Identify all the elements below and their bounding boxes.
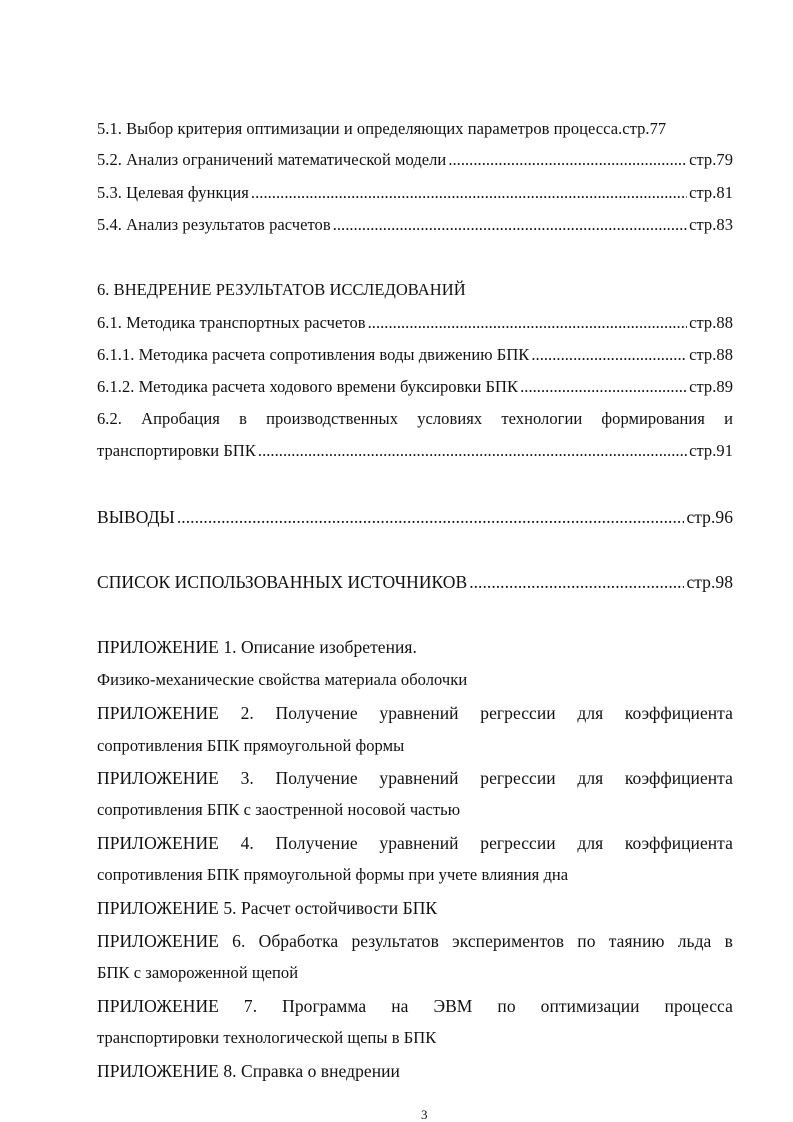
word: ПРИЛОЖЕНИЕ [97, 768, 219, 788]
word: Апробация [141, 409, 220, 428]
appendix-5: ПРИЛОЖЕНИЕ 5. Расчет остойчивости БПК [97, 898, 438, 918]
toc-entry-title: 6.1.2. Методика расчета ходового времени буксировки БПК [97, 377, 519, 396]
word: коэффициента [624, 833, 733, 853]
toc-entry-5-3 [97, 183, 733, 203]
word: регрессии [480, 768, 556, 788]
word: в [239, 409, 247, 428]
word: формирования [601, 409, 705, 428]
word: коэффициента [624, 703, 733, 723]
word: Получение [275, 833, 358, 853]
word: ПРИЛОЖЕНИЕ [97, 703, 219, 723]
word: таянию [608, 931, 665, 951]
word: результатов [351, 931, 439, 951]
word: технологии [501, 409, 583, 428]
dot-leader [531, 345, 687, 365]
word: Получение [275, 703, 358, 723]
toc-entry-title: 6.1. Методика транспортных расчетов [97, 313, 366, 332]
word: регрессии [480, 833, 556, 853]
word: 2. [240, 703, 254, 723]
word: 6.2. [97, 409, 122, 428]
toc-entry-page: стр.98 [686, 572, 733, 592]
word: 6. [232, 931, 246, 951]
appendix-4-line2: сопротивления БПК прямоугольной формы при учете влияния дна [97, 865, 569, 884]
toc-entry-page: стр.96 [686, 507, 733, 527]
toc-entry-page: стр.88 [689, 313, 733, 332]
dot-leader [251, 183, 687, 203]
page-number: 3 [421, 1107, 428, 1122]
word: на [391, 996, 409, 1016]
toc-entry-sources [97, 572, 733, 592]
toc-entry-page: стр.88 [689, 345, 733, 364]
appendix-1-title: ПРИЛОЖЕНИЕ 1. Описание изобретения. [97, 637, 417, 657]
dot-leader [333, 215, 687, 235]
toc-entry-5-1 [97, 119, 733, 139]
word: ЭВМ [433, 996, 473, 1016]
word: ПРИЛОЖЕНИЕ [97, 931, 219, 951]
word: уравнений [379, 703, 459, 723]
appendix-8: ПРИЛОЖЕНИЕ 8. Справка о внедрении [97, 1061, 400, 1081]
toc-entry-title: 5.2. Анализ ограничений математической модели [97, 150, 447, 169]
word: по [497, 996, 516, 1016]
word: по [577, 931, 596, 951]
appendix-6-line1 [97, 931, 733, 951]
appendix-3-line1 [97, 768, 733, 788]
toc-entry-6-1-1 [97, 345, 733, 365]
dot-leader [448, 150, 687, 170]
word: для [577, 833, 604, 853]
toc-entry-page: стр.77 [622, 119, 667, 138]
word: уравнений [379, 833, 459, 853]
toc-entry-title: транспортировки БПК [97, 441, 256, 460]
dot-leader [258, 441, 687, 461]
word: Получение [275, 768, 358, 788]
section-6-heading: 6. ВНЕДРЕНИЕ РЕЗУЛЬТАТОВ ИССЛЕДОВАНИЙ [97, 280, 466, 299]
word: для [577, 703, 604, 723]
word: процесса [664, 996, 733, 1016]
appendix-1-subtitle: Физико-механические свойства материала оболочки [97, 670, 468, 689]
word: регрессии [480, 703, 556, 723]
toc-entry-5-2 [97, 150, 733, 170]
word: ПРИЛОЖЕНИЕ [97, 833, 219, 853]
word: оптимизации [540, 996, 640, 1016]
word: 7. [243, 996, 258, 1016]
toc-entry-title: 5.4. Анализ результатов расчетов [97, 215, 331, 234]
toc-entry-page: стр.83 [689, 215, 733, 234]
word: уравнений [379, 768, 459, 788]
word: в [724, 931, 733, 951]
toc-entry-6-2-line1 [97, 409, 733, 429]
word: Программа [282, 996, 367, 1016]
toc-entry-6-2-line2 [97, 441, 733, 461]
dot-leader [177, 507, 685, 527]
toc-entry-page: стр.79 [689, 150, 733, 169]
toc-entry-6-1 [97, 313, 733, 333]
word: и [724, 409, 733, 428]
appendix-7-line2: транспортировки технологической щепы в БПК [97, 1028, 437, 1047]
word: 4. [240, 833, 254, 853]
toc-entry-title: 5.1. Выбор критерия оптимизации и определяющих параметров процесса. [97, 119, 623, 138]
dot-leader [520, 377, 687, 397]
toc-entry-page: стр.89 [689, 377, 733, 396]
appendix-6-line2: БПК с замороженной щепой [97, 963, 299, 982]
toc-entry-conclusions [97, 507, 733, 527]
toc-entry-title: 5.3. Целевая функция [97, 183, 249, 202]
toc-entry-title: ВЫВОДЫ [97, 507, 175, 527]
appendix-7-line1 [97, 996, 733, 1016]
dot-leader [469, 572, 684, 592]
toc-entry-6-1-2 [97, 377, 733, 397]
word: для [577, 768, 604, 788]
word: производственных [266, 409, 398, 428]
appendix-2-line2: сопротивления БПК прямоугольной формы [97, 736, 405, 755]
word: экспериментов [452, 931, 565, 951]
appendix-4-line1 [97, 833, 733, 853]
word: льда [677, 931, 712, 951]
word: 3. [240, 768, 254, 788]
toc-entry-page: стр.81 [689, 183, 733, 202]
toc-entry-5-4 [97, 215, 733, 235]
dot-leader [368, 313, 687, 333]
toc-entry-title: СПИСОК ИСПОЛЬЗОВАННЫХ ИСТОЧНИКОВ [97, 572, 468, 592]
toc-entry-title: 6.1.1. Методика расчета сопротивления воды движению БПК [97, 345, 530, 364]
word: Обработка [258, 931, 339, 951]
toc-entry-page: стр.91 [689, 441, 733, 460]
appendix-3-line2: сопротивления БПК с заостренной носовой частью [97, 800, 461, 819]
word: условиях [417, 409, 483, 428]
word: коэффициента [624, 768, 733, 788]
appendix-2-line1 [97, 703, 733, 723]
word: ПРИЛОЖЕНИЕ [97, 996, 219, 1016]
